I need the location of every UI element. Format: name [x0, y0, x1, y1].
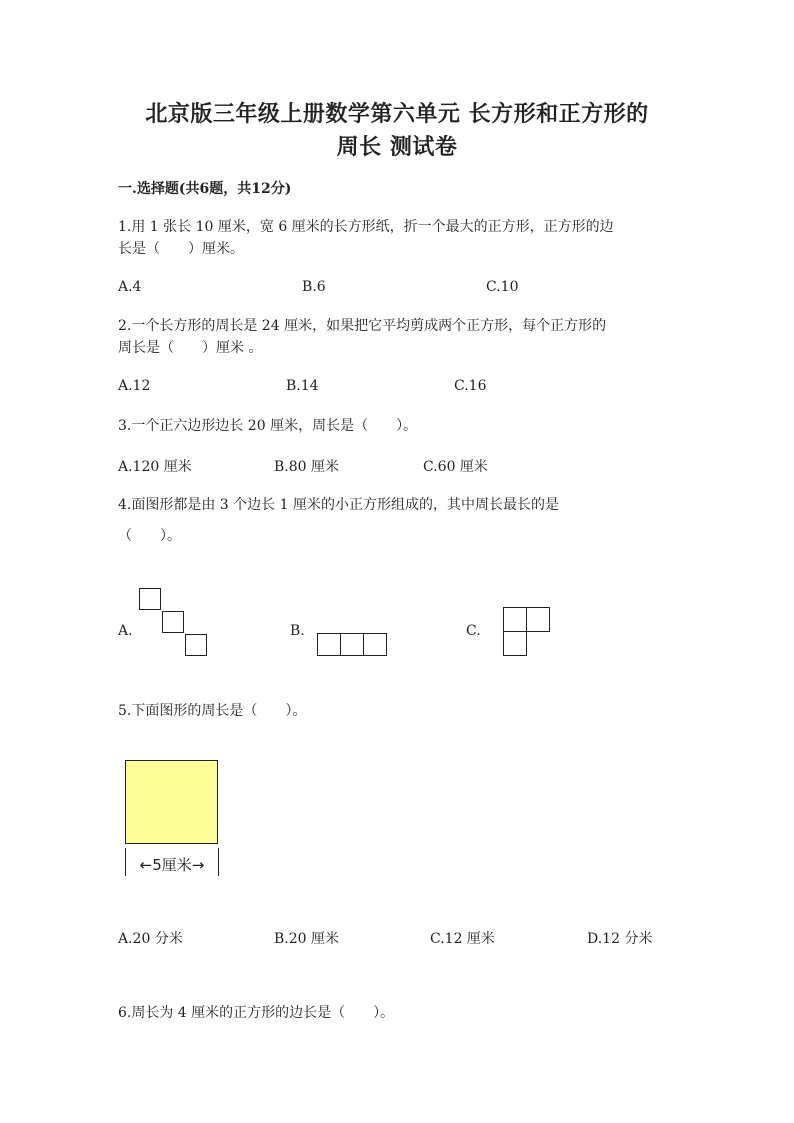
- question-3-option-a[interactable]: A.120 厘米: [118, 459, 192, 475]
- question-4-option-c[interactable]: C.: [466, 623, 481, 639]
- question-1-option-a[interactable]: A.4: [118, 279, 142, 295]
- staircase-squares-figure: [139, 588, 211, 660]
- unit-square: [139, 588, 161, 610]
- question-1-text: [118, 216, 678, 260]
- question-2-option-a[interactable]: A.12: [118, 378, 151, 394]
- question-1-line2: 长是（ ）厘米。: [118, 241, 244, 257]
- unit-square: [340, 633, 364, 656]
- unit-square: [363, 633, 387, 656]
- unit-square: [162, 611, 184, 633]
- question-5-option-b[interactable]: B.20 厘米: [274, 931, 340, 947]
- unit-square: [526, 607, 550, 632]
- unit-square: [503, 607, 527, 632]
- question-1-option-b[interactable]: B.6: [302, 279, 326, 295]
- question-2-line1: 2.一个长方形的周长是 24 厘米，如果把它平均剪成两个正方形，每个正方形的: [118, 318, 607, 334]
- question-2-line2: 周长是（ ）厘米 。: [118, 340, 263, 356]
- page-title-line2: 周长 测试卷: [336, 134, 458, 160]
- unit-square: [185, 634, 207, 656]
- yellow-square-figure: [125, 760, 218, 844]
- l-shape-squares-figure: [503, 607, 551, 657]
- question-2-option-b[interactable]: B.14: [286, 378, 319, 394]
- unit-square: [503, 631, 527, 656]
- question-4-option-a[interactable]: A.: [118, 623, 133, 639]
- question-4-line2: （ ）。: [118, 528, 181, 544]
- question-3-option-c[interactable]: C.60 厘米: [423, 459, 488, 475]
- question-4-option-b[interactable]: B.: [290, 623, 305, 639]
- question-5-text: [118, 700, 678, 722]
- question-3-line1: 3.一个正六边形边长 20 厘米，周长是（ ）。: [118, 418, 418, 434]
- question-2-text: [118, 315, 678, 359]
- question-5-option-d[interactable]: D.12 分米: [587, 931, 653, 947]
- question-4-line1: 4.面图形都是由 3 个边长 1 厘米的小正方形组成的，其中周长最长的是: [118, 497, 559, 513]
- question-5-option-a[interactable]: A.20 分米: [118, 931, 183, 947]
- dimension-tick-right: [218, 848, 219, 876]
- row-squares-figure: [317, 633, 389, 657]
- question-6-text: [118, 1002, 678, 1024]
- question-1-option-c[interactable]: C.10: [486, 279, 519, 295]
- question-2-option-c[interactable]: C.16: [454, 378, 487, 394]
- question-5-line1: 5.下面图形的周长是（ ）。: [118, 703, 307, 719]
- unit-square: [317, 633, 341, 656]
- question-5-option-c[interactable]: C.12 厘米: [430, 931, 495, 947]
- question-6-line1: 6.周长为 4 厘米的正方形的边长是（ ）。: [118, 1005, 395, 1021]
- page-title-line1: 北京版三年级上册数学第六单元 长方形和正方形的: [145, 101, 649, 127]
- question-3-option-b[interactable]: B.80 厘米: [274, 459, 340, 475]
- question-1-line1: 1.用 1 张长 10 厘米，宽 6 厘米的长方形纸，折一个最大的正方形，正方形的边: [118, 219, 614, 235]
- question-4-text: [118, 494, 678, 547]
- dimension-label: ←5厘米→: [139, 856, 205, 874]
- section-heading: 一.选择题(共6题，共12分): [118, 181, 292, 197]
- question-3-text: [118, 415, 678, 437]
